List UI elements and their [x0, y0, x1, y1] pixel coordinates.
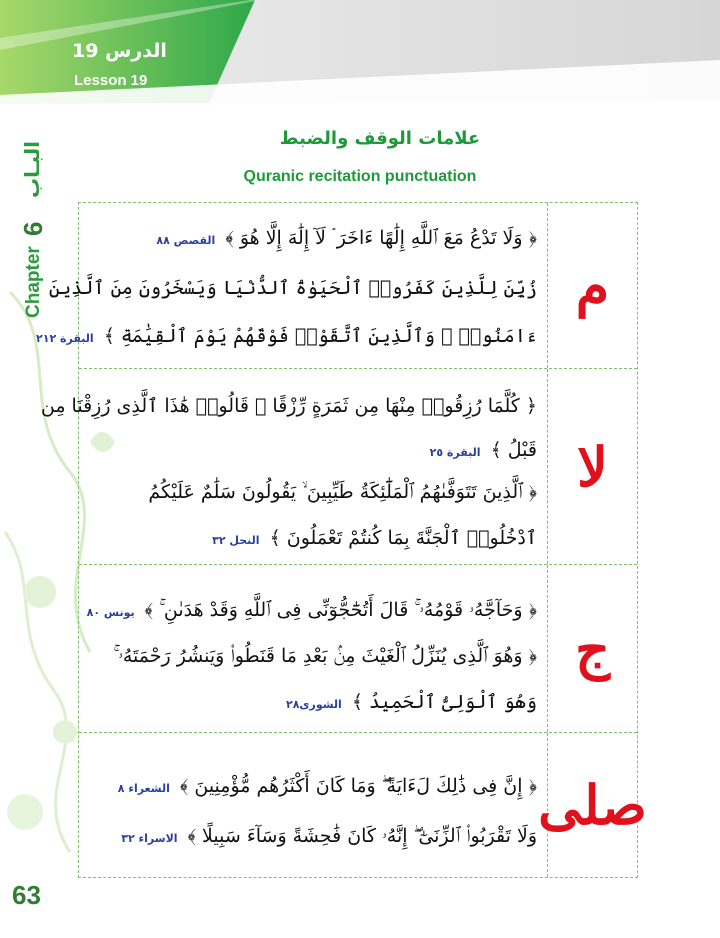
verse-text: زُيِّنَ لِلَّذِينَ كَفَرُوا۟ ٱلْحَيَوٰةُ ٱلدُّنْيَا وَيَسْخَرُونَ مِنَ ٱلَّذِينَ	[48, 277, 537, 299]
page-number: 63	[12, 880, 41, 910]
surah-reference: الشعراء ٨	[117, 782, 170, 795]
verse-text: وَهُوَ ٱلْوَلِىُّ ٱلْحَمِيدُ ﴾	[351, 691, 537, 713]
surah-reference: البقرة ٢٥	[429, 446, 481, 459]
lesson-title-ar: الدرس 19	[72, 40, 167, 62]
verse-text: قَبْلُ ﴾	[490, 439, 537, 461]
chapter-label-ar: البـاب	[20, 141, 44, 198]
verse-text: ءَامَنُوا۟ ۘ وَٱلَّذِينَ ٱتَّقَوْا۟ فَوْقَهُمْ يَوْمَ ٱلْقِيَٰمَةِ ﴾	[103, 325, 537, 347]
verse-line	[87, 527, 537, 549]
punctuation-table	[36, 202, 647, 878]
symbol-jim: ج	[547, 565, 637, 732]
symbol-mim: م	[547, 203, 637, 368]
page-title-en: Quranic recitation punctuation	[243, 168, 477, 185]
verse-line	[87, 227, 537, 249]
verse-text: ﴿ وَلَا تَدْعُ مَعَ ٱللَّهِ إِلَٰهًا ءَاخَرَ ۘ لَآ إِلَٰهَ إِلَّا هُوَ ﴾	[225, 227, 537, 249]
verse-line	[87, 825, 537, 847]
table-row	[40, 369, 637, 565]
verse-line	[87, 439, 537, 461]
verse-line	[87, 645, 537, 667]
verse-line	[87, 599, 537, 621]
table-row	[79, 565, 637, 733]
verse-line	[87, 691, 537, 713]
verse-text: وَلَا تَقْرَبُوا۟ ٱلزِّنَىٰٓ ۖ إِنَّهُۥ كَانَ فَٰحِشَةً وَسَآءَ سَبِيلًا ﴾	[187, 825, 537, 847]
verse-line	[87, 481, 537, 503]
verse-line	[36, 325, 537, 347]
surah-reference: الشورى٢٨	[285, 698, 342, 711]
verse-text: ﴿ وَهُوَ ٱلَّذِى يُنَزِّلُ ٱلْغَيْثَ مِنۢ بَعْدِ مَا قَنَطُوا۟ وَيَنشُرُ رَحْمَتَهُۥ ۚ	[113, 645, 537, 667]
surah-reference: الاسراء ٣٢	[121, 832, 178, 845]
symbol-la: لا	[547, 369, 637, 564]
verse-text: ٱدْخُلُوا۟ ٱلْجَنَّةَ بِمَا كُنتُمْ تَعْمَلُونَ ﴾	[269, 527, 537, 549]
chapter-number: 6	[18, 221, 48, 236]
verse-line	[40, 395, 537, 417]
verse-text: ﴿ ٱلَّذِينَ تَتَوَفَّىٰهُمُ ٱلْمَلَٰٓئِكَةُ طَيِّبِينَ ۙ يَقُولُونَ سَلَٰمٌ عَلَيْكُمُ	[148, 481, 537, 503]
verse-text: ﴿ كُلَّمَا رُزِقُوا۟ مِنْهَا مِن ثَمَرَةٍ رِّزْقًا ۙ قَالُوا۟ هَٰذَا ٱلَّذِى رُزِقْنَا مِن	[40, 395, 537, 417]
chapter-label-en: Chapter	[23, 246, 44, 318]
surah-reference: النحل ٣٢	[212, 534, 260, 547]
table-row	[36, 203, 637, 369]
table-row	[79, 733, 647, 877]
header-band	[0, 0, 720, 112]
verse-cell	[79, 565, 547, 732]
verse-cell	[36, 203, 547, 368]
verse-text: ﴿ إِنَّ فِى ذَٰلِكَ لَءَايَةً ۖ وَمَا كَانَ أَكْثَرُهُم مُّؤْمِنِينَ ﴾	[179, 775, 537, 797]
surah-reference: القصص ٨٨	[156, 234, 216, 247]
page-title-ar: علامات الوقف والضبط	[279, 128, 481, 149]
surah-reference: البقرة ٢١٢	[36, 332, 94, 345]
verse-cell	[40, 369, 547, 564]
symbol-sala: صلى	[547, 733, 637, 877]
verse-cell	[79, 733, 547, 877]
verse-text: ﴿ وَحَآجَّهُۥ قَوْمُهُۥ ۚ قَالَ أَتُحَٰٓجُّوٓنِّى فِى ٱللَّهِ وَقَدْ هَدَىٰنِ ۚ ﴾	[144, 599, 537, 621]
lesson-title-en: Lesson 19	[74, 72, 148, 89]
surah-reference: يونس ٨٠	[86, 606, 135, 619]
verse-line	[48, 277, 537, 299]
verse-line	[87, 775, 537, 797]
